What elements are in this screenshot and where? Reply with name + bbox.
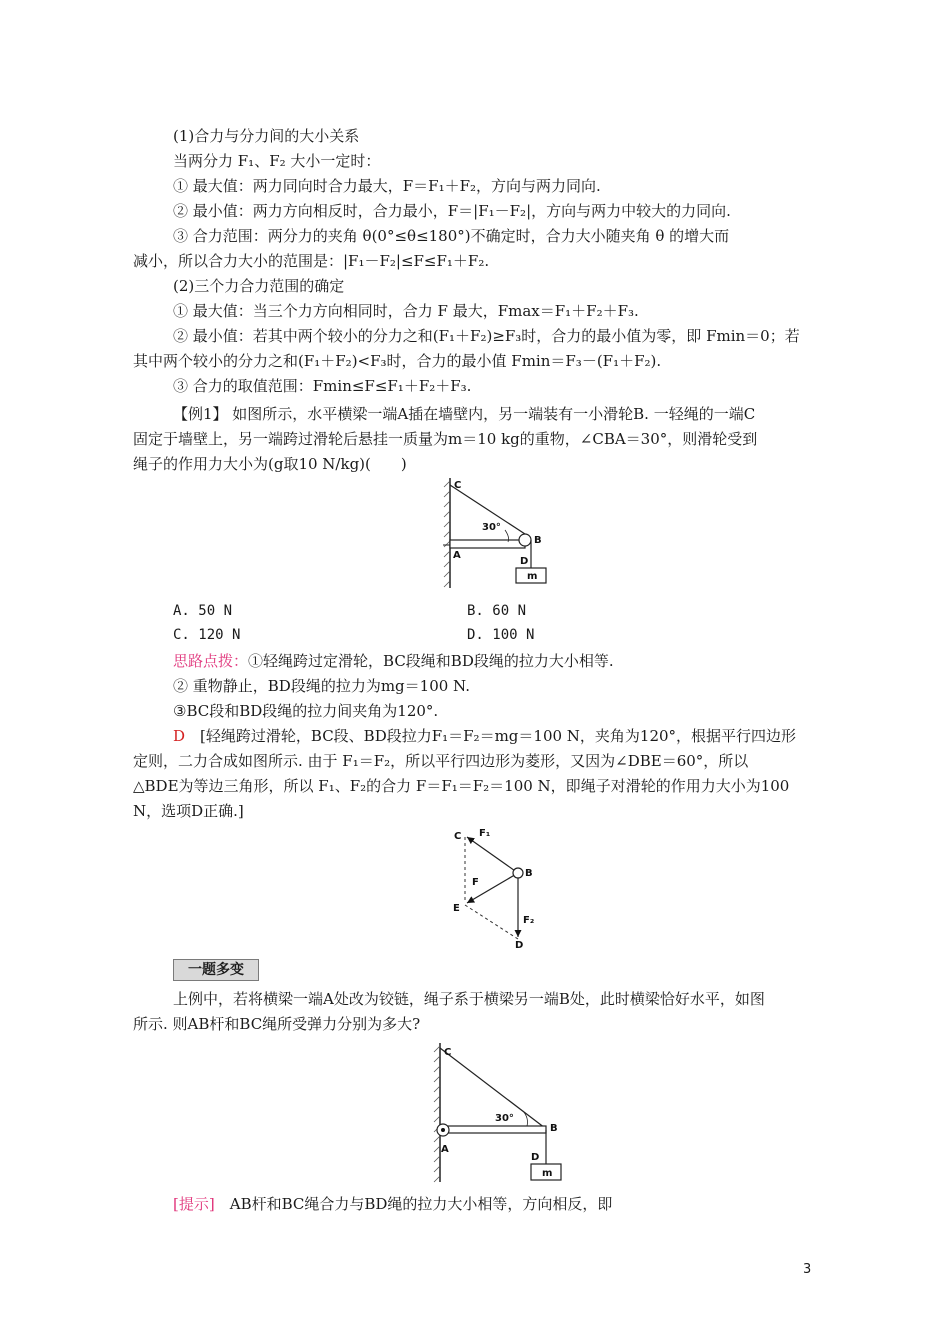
label-b: B (550, 1123, 558, 1134)
angle-label: 30° (482, 522, 501, 533)
text-line: 上例中，若将横梁一端A处改为铰链，绳子系于横梁另一端B处，此时横梁恰好水平，如图 (173, 990, 765, 1008)
text-line: ③ 合力范围：两分力的夹角 θ(0°≤θ≤180°)不确定时，合力大小随夹角 θ 的增大而 (173, 227, 730, 245)
label-c: C (454, 831, 462, 842)
figure-pulley-beam (420, 475, 550, 590)
text-line: (1)合力与分力间的大小关系 (173, 127, 360, 145)
label-m: m (527, 571, 538, 582)
label-b: B (534, 535, 542, 546)
page-number: 3 (803, 1262, 812, 1277)
tip-label: [提示] (173, 1195, 215, 1213)
label-d: D (531, 1152, 540, 1163)
text-line: 固定于墙壁上，另一端跨过滑轮后悬挂一质量为m＝10 kg的重物，∠CBA＝30°，则滑轮受到 (133, 430, 758, 448)
label-f2: F₂ (523, 915, 535, 926)
text-line: 当两分力 F₁、F₂ 大小一定时： (173, 152, 381, 170)
hint-line: 思路点拨：①轻绳跨过定滑轮，BC段绳和BD段绳的拉力大小相等. (173, 652, 614, 670)
choice-a: A. 50 N (173, 603, 233, 619)
hint-label: 思路点拨： (173, 652, 249, 670)
answer-letter: D (173, 727, 186, 745)
choice-c: C. 120 N (173, 627, 241, 643)
label-b: B (525, 868, 533, 879)
hint-line: ② 重物静止，BD段绳的拉力为mg＝100 N. (173, 677, 470, 695)
label-c: C (454, 480, 462, 491)
text-line: 其中两个较小的分力之和(F₁＋F₂)<F₃时，合力的最小值 Fmin＝F₃－(F₁＋F₂). (133, 352, 662, 370)
variant-badge: 一题多变 (173, 959, 259, 981)
label-a: A (441, 1144, 449, 1155)
answer-line: 定则，二力合成如图所示. 由于 F₁＝F₂，所以平行四边形为菱形，又因为∠DBE＝60°，所以 (133, 752, 749, 770)
text-line: ① 最大值：当三个力方向相同时，合力 F 最大，Fmax＝F₁＋F₂＋F₃. (173, 302, 639, 320)
text-line: ① 最大值：两力同向时合力最大，F＝F₁＋F₂，方向与两力同向. (173, 177, 601, 195)
answer-line: D [轻绳跨过滑轮，BC段、BD段拉力F₁＝F₂＝mg＝100 N，夹角为120°，根据平行四边形 (173, 727, 797, 745)
label-e: E (453, 903, 460, 914)
tip-line: [提示] AB杆和BC绳合力与BD绳的拉力大小相等，方向相反，即 (173, 1195, 613, 1213)
example-heading: 【例1】 如图所示，水平横梁一端A插在墙壁内，另一端装有一小滑轮B. 一轻绳的一端C (173, 405, 756, 423)
answer-line: N，选项D正确.] (133, 802, 244, 820)
text-line: 减小，所以合力大小的范围是：|F₁－F₂|≤F≤F₁＋F₂. (133, 252, 490, 270)
label-f1: F₁ (479, 828, 491, 839)
angle-label: 30° (495, 1113, 514, 1124)
choice-d: D. 100 N (467, 627, 535, 643)
text-line: (2)三个力合力范围的确定 (173, 277, 345, 295)
label-a: A (453, 550, 461, 561)
text-line: ② 最小值：两力方向相反时，合力最小，F＝|F₁－F₂|，方向与两力中较大的力同向. (173, 202, 731, 220)
label-c: C (444, 1047, 452, 1058)
text-line: ② 最小值：若其中两个较小的分力之和(F₁＋F₂)≥F₃时，合力的最小值为零，即 Fmin＝0；若 (173, 327, 800, 345)
label-f: F (472, 877, 479, 888)
text-line: 绳子的作用力大小为(g取10 N/kg)( ) (133, 455, 407, 473)
label-d: D (515, 940, 524, 951)
choice-b: B. 60 N (467, 603, 527, 619)
answer-line: △BDE为等边三角形，所以 F₁、F₂的合力 F＝F₁＝F₂＝100 N，即绳子对滑轮的作用力大小为100 (133, 777, 790, 795)
hint-line: ③BC段和BD段绳的拉力间夹角为120°. (173, 702, 439, 720)
figure-force-parallelogram (445, 825, 555, 950)
text-line: ③ 合力的取值范围：Fmin≤F≤F₁＋F₂＋F₃. (173, 377, 472, 395)
label-m: m (542, 1168, 553, 1179)
text-line: 所示. 则AB杆和BC绳所受弹力分别为多大? (133, 1015, 421, 1033)
label-d: D (520, 556, 529, 567)
figure-hinged-beam (425, 1040, 565, 1185)
